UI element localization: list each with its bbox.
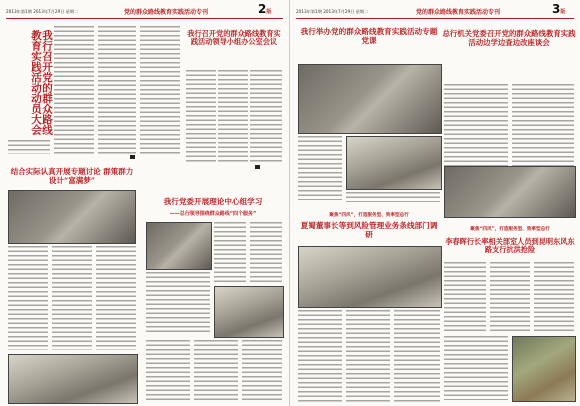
article-body-text xyxy=(8,140,50,154)
headline-top: 我行召开党的群众路线教育实践活动领导小组办公室会议 xyxy=(187,29,281,47)
left-vertical-headline: 我行召开党的群众路线教育实践活动动员大会 xyxy=(29,30,53,135)
forum-photo xyxy=(444,166,576,218)
sub-banner-left: 聚焦“四风”，打造服务型、效率型总行 xyxy=(329,213,409,218)
meeting-photo xyxy=(8,354,138,404)
article-body-text xyxy=(250,70,282,162)
right-page-header xyxy=(296,4,574,19)
article-body-text xyxy=(146,272,210,332)
article-body-text xyxy=(346,192,440,202)
article-body-text xyxy=(8,246,48,350)
subheadline-mid-right: ——总行领导围绕群众路线“四个服务” xyxy=(169,211,257,217)
article-body-text xyxy=(54,26,94,154)
article-body-text xyxy=(98,26,136,154)
headline-left: 我行举办党的群众路线教育实践活动专题党课 xyxy=(300,27,438,45)
article-end-mark xyxy=(130,155,135,159)
article-body-text xyxy=(534,262,574,332)
right-header-date: 2013年第1期 2013年7月29日 星期二 xyxy=(296,9,369,14)
office-visit-photo xyxy=(298,246,442,308)
headline-mid-left: 结合实际认真开展专题讨论 群策群力设计“富满梦” xyxy=(10,167,134,185)
article-body-text xyxy=(96,246,136,350)
headline-mid-right: 我行党委开展理论中心组学习 xyxy=(163,197,263,206)
headline-bottom-left: 夏蜀董事长等到风险管理业务条线部门调研 xyxy=(300,221,438,239)
right-page-number: 3版 xyxy=(552,2,566,16)
article-body-text xyxy=(444,336,508,400)
sub-banner-right: 聚焦“四风”，打造服务型、效率型总行 xyxy=(470,227,550,232)
article-body-text xyxy=(394,310,440,402)
article-body-text xyxy=(52,246,92,350)
article-body-text xyxy=(186,70,216,162)
article-body-text xyxy=(444,262,486,332)
study-session-photo xyxy=(146,222,212,270)
article-body-text xyxy=(140,26,180,154)
article-body-text xyxy=(146,340,190,402)
left-page-number: 2版 xyxy=(258,2,272,16)
left-page-header xyxy=(6,4,283,19)
article-body-text xyxy=(298,310,342,402)
headline-right: 总行机关党委召开党的群众路线教育实践活动边学边查边改座谈会 xyxy=(442,29,576,47)
article-body-text xyxy=(194,340,238,402)
article-body-text xyxy=(242,340,282,402)
left-header-date: 2013年第1期 2013年7月29日 星期二 xyxy=(6,9,79,14)
lecture-hall-photo xyxy=(298,64,442,134)
right-page xyxy=(290,0,580,406)
article-body-text xyxy=(218,70,248,162)
meeting-photo xyxy=(8,190,136,244)
study-session-photo xyxy=(214,286,284,338)
flood-relief-photo xyxy=(512,336,576,402)
article-body-text xyxy=(490,262,530,332)
lecture-hall-photo xyxy=(346,136,442,190)
article-end-mark xyxy=(255,165,260,169)
article-body-text xyxy=(250,222,282,282)
article-body-text xyxy=(298,136,342,200)
headline-bottom-right: 李春晖行长率相关部室人员到昆明东风东路支行抗洪抢险 xyxy=(445,237,575,255)
left-header-title: 党的群众路线教育实践活动专刊 xyxy=(124,9,209,16)
article-body-text xyxy=(214,222,246,282)
right-header-title: 党的群众路线教育实践活动专刊 xyxy=(416,9,501,16)
article-body-text xyxy=(346,310,390,402)
